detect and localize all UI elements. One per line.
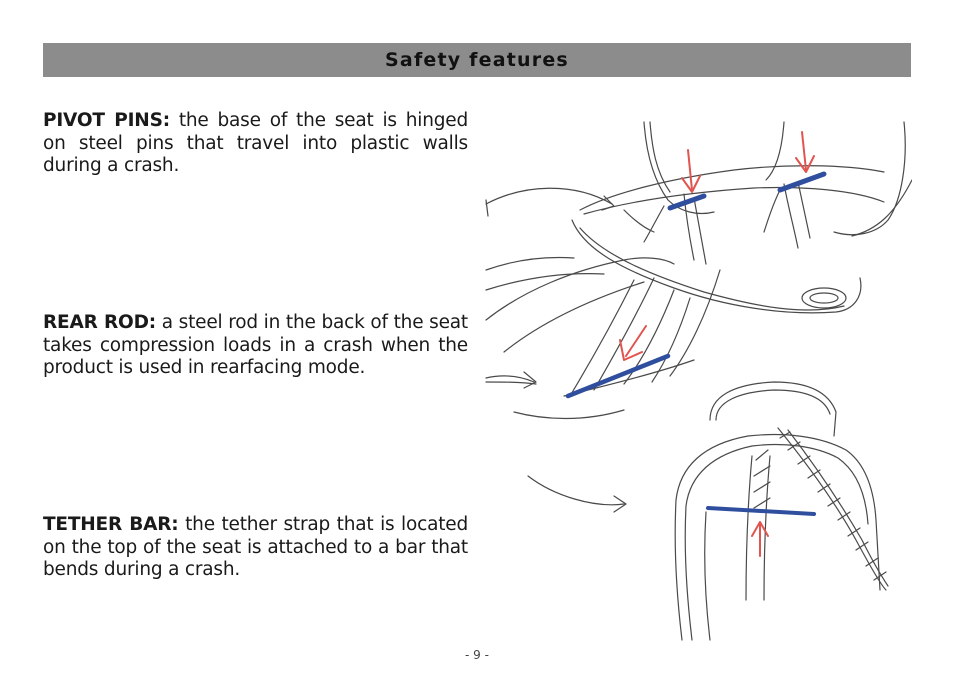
section-header-bar xyxy=(43,43,911,77)
feature-term: PIVOT PINS: xyxy=(43,110,170,131)
tether-bar-highlight xyxy=(708,508,814,514)
feature-rear-rod xyxy=(43,312,468,380)
feature-description: the base of the seat is hinged on steel pins that travel into plastic walls during a crash. xyxy=(43,110,468,176)
feature-term: TETHER BAR: xyxy=(43,514,179,535)
feature-term: REAR ROD: xyxy=(43,312,156,333)
page-number: - 9 - xyxy=(465,648,489,662)
pivot-pins-sketch xyxy=(486,122,912,313)
tether-bar-sketch xyxy=(528,382,888,640)
feature-description: the tether strap that is located on the top of the seat is attached to a bar that bends during a crash. xyxy=(43,514,468,580)
pivot-pin-left-highlight xyxy=(670,196,704,208)
feature-pivot-pins xyxy=(43,110,468,178)
feature-description: a steel rod in the back of the seat takes compression loads in a crash when the product is used in rearfacing mode. xyxy=(43,312,468,378)
rear-rod-arrow xyxy=(620,326,646,360)
safety-sketch-illustration xyxy=(484,120,912,642)
feature-tether-bar xyxy=(43,514,468,582)
section-title: Safety features xyxy=(385,49,569,71)
rear-rod-sketch xyxy=(486,258,720,419)
rear-rod-highlight xyxy=(568,356,668,396)
